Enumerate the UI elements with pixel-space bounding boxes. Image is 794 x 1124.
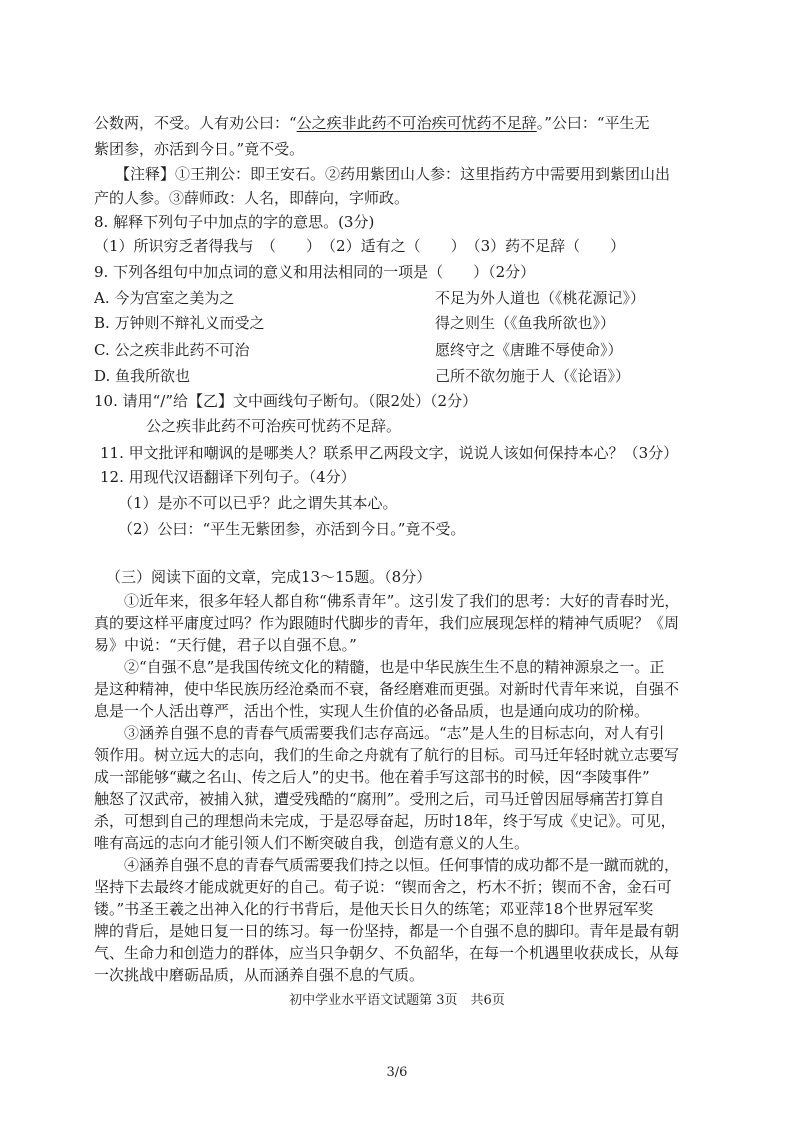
article-line: 息是一个人活出尊严，活出个性，实现人生价值的必备品质，也是通向成功的阶梯。 (94, 702, 650, 720)
article-line: 触怒了汉武帝，被捕入狱，遭受残酷的“腐刑”。受刑之后，司马迁曾因屈辱痛苦打算自 (94, 790, 665, 808)
article-line: 镂。”书圣王羲之出神入化的行书背后，是他天长日久的练笔；邓亚萍18个世界冠军奖 (94, 900, 654, 918)
question-8-items: （1）所识穷乏者得我与 （ ） （2）适有之（ ） （3）药不足辞（ ） (94, 237, 626, 255)
article-line: 坚持下去最终才能成就更好的自己。荀子说：“锲而舍之，朽木不折；锲而不舍，金石可 (94, 878, 672, 896)
option-left: C. 公之疾非此药不可治 (94, 341, 250, 359)
article-line: ④涵养自强不息的青春气质需要我们持之以恒。任何事情的成功都不是一蹴而就的， (94, 856, 680, 874)
article-line: ②“自强不息”是我国传统文化的精髓，也是中华民族生生不息的精神源泉之一。正 (94, 658, 665, 676)
q9-option-b (94, 312, 794, 334)
page-footer: 初中学业水平语文试题第 3页 共6页 (289, 993, 505, 1008)
article-line: 牌的背后，是她日复一日的练习。每一份坚持，都是一个自强不息的脚印。青年是最有朝 (94, 922, 680, 940)
option-left: D. 鱼我所欲也 (94, 367, 191, 385)
article-line: ①近年来，很多年轻人都自称“佛系青年”。这引发了我们的思考：大好的青春时光， (94, 592, 680, 610)
question-12-item-1: （1）是亦不可以已乎？此之谓失其本心。 (118, 494, 398, 512)
q9-option-d (94, 365, 794, 387)
option-right: 愿终守之《唐雎不辱使命》） (435, 341, 623, 359)
article-line: ③涵养自强不息的青春气质需要我们志存高远。“志”是人生的目标志向，对人有引 (94, 724, 665, 742)
option-right: 得之则生（《鱼我所欲也》） (435, 314, 616, 332)
article-line: 气、生命力和创造力的群体，应当只争朝夕、不负韶华，在每一个机遇里收获成长，从每 (94, 944, 680, 962)
article-line: 是这种精神，使中华民族历经沧桑而不衰，备经磨难而更强。对新时代青年来说，自强不 (94, 680, 680, 698)
passage-text: 公数两，不受。人有劝公曰：“ (94, 114, 297, 132)
page-number: 3/6 (386, 1065, 408, 1080)
question-8: 8. 解释下列句子中加点的字的意思。(3分) (94, 213, 375, 231)
passage-line-1 (94, 112, 794, 134)
article-line: 一次挑战中磨砺品质，从而涵养自强不息的气质。 (94, 966, 425, 984)
question-9: 9. 下列各组句中加点词的意义和用法相同的一项是（ ）（2分） (94, 263, 536, 281)
article-line: 真的要这样平庸度过吗？作为跟随时代脚步的青年，我们应展现怎样的精神气质呢？《周 (94, 614, 680, 632)
option-left: A. 今为宫室之美为之 (94, 289, 235, 307)
article-line: 易》中说：“天行健，君子以自强不息。” (94, 636, 357, 654)
question-10: 10. 请用“/”给【乙】文中画线句子断句。（限2处）（2分） (94, 392, 478, 410)
notes-line-2: 产的人参。③薛师政：人名，即薛向，字师政。 (94, 189, 410, 207)
question-12-item-2: （2）公曰：“平生无紫团参，亦活到今日。”竟不受。 (118, 520, 466, 538)
notes-line-1: 【注释】①王荆公：即王安石。②药用紫团山人参：这里指药方中需要用到紫团山出 (115, 165, 671, 183)
passage-line-2: 紫团参，亦活到今日。”竟不受。 (94, 140, 305, 158)
q9-option-c (94, 339, 794, 361)
question-10-sentence: 公之疾非此药不可治疾可忧药不足辞。 (146, 417, 402, 435)
section-3-heading: （三）阅读下面的文章，完成13～15题。（8分） (106, 568, 432, 586)
passage-text: 。”公曰：“平生无 (536, 114, 650, 132)
article-line: 领作用。树立远大的志向，我们的生命之舟就有了航行的目标。司马迁年轻时就立志要写 (94, 746, 680, 764)
option-right: 不足为外人道也（《桃花源记》） (435, 289, 646, 307)
question-11: 11. 甲文批评和嘲讽的是哪类人？联系甲乙两段文字，说说人该如何保持本心？（3分） (100, 444, 679, 462)
option-right: 己所不欲勿施于人（《论语》） (435, 367, 631, 385)
underlined-quote: 公之疾非此药不可治疾可忧药不足辞 (296, 114, 537, 132)
article-line: 成一部能够“藏之名山、传之后人”的史书。他在着手写这部书的时候，因“李陵事件” (94, 768, 650, 786)
article-line: 杀，可想到自己的理想尚未完成，于是忍辱奋起，历时18年，终于写成《史记》。可见， (94, 812, 676, 830)
q9-option-a (94, 287, 794, 309)
option-left: B. 万钟则不辩礼义而受之 (94, 314, 265, 332)
article-line: 唯有高远的志向才能引领人们不断突破自我，创造有意义的人生。 (94, 834, 530, 852)
question-12: 12. 用现代汉语翻译下列句子。（4分） (100, 468, 356, 486)
